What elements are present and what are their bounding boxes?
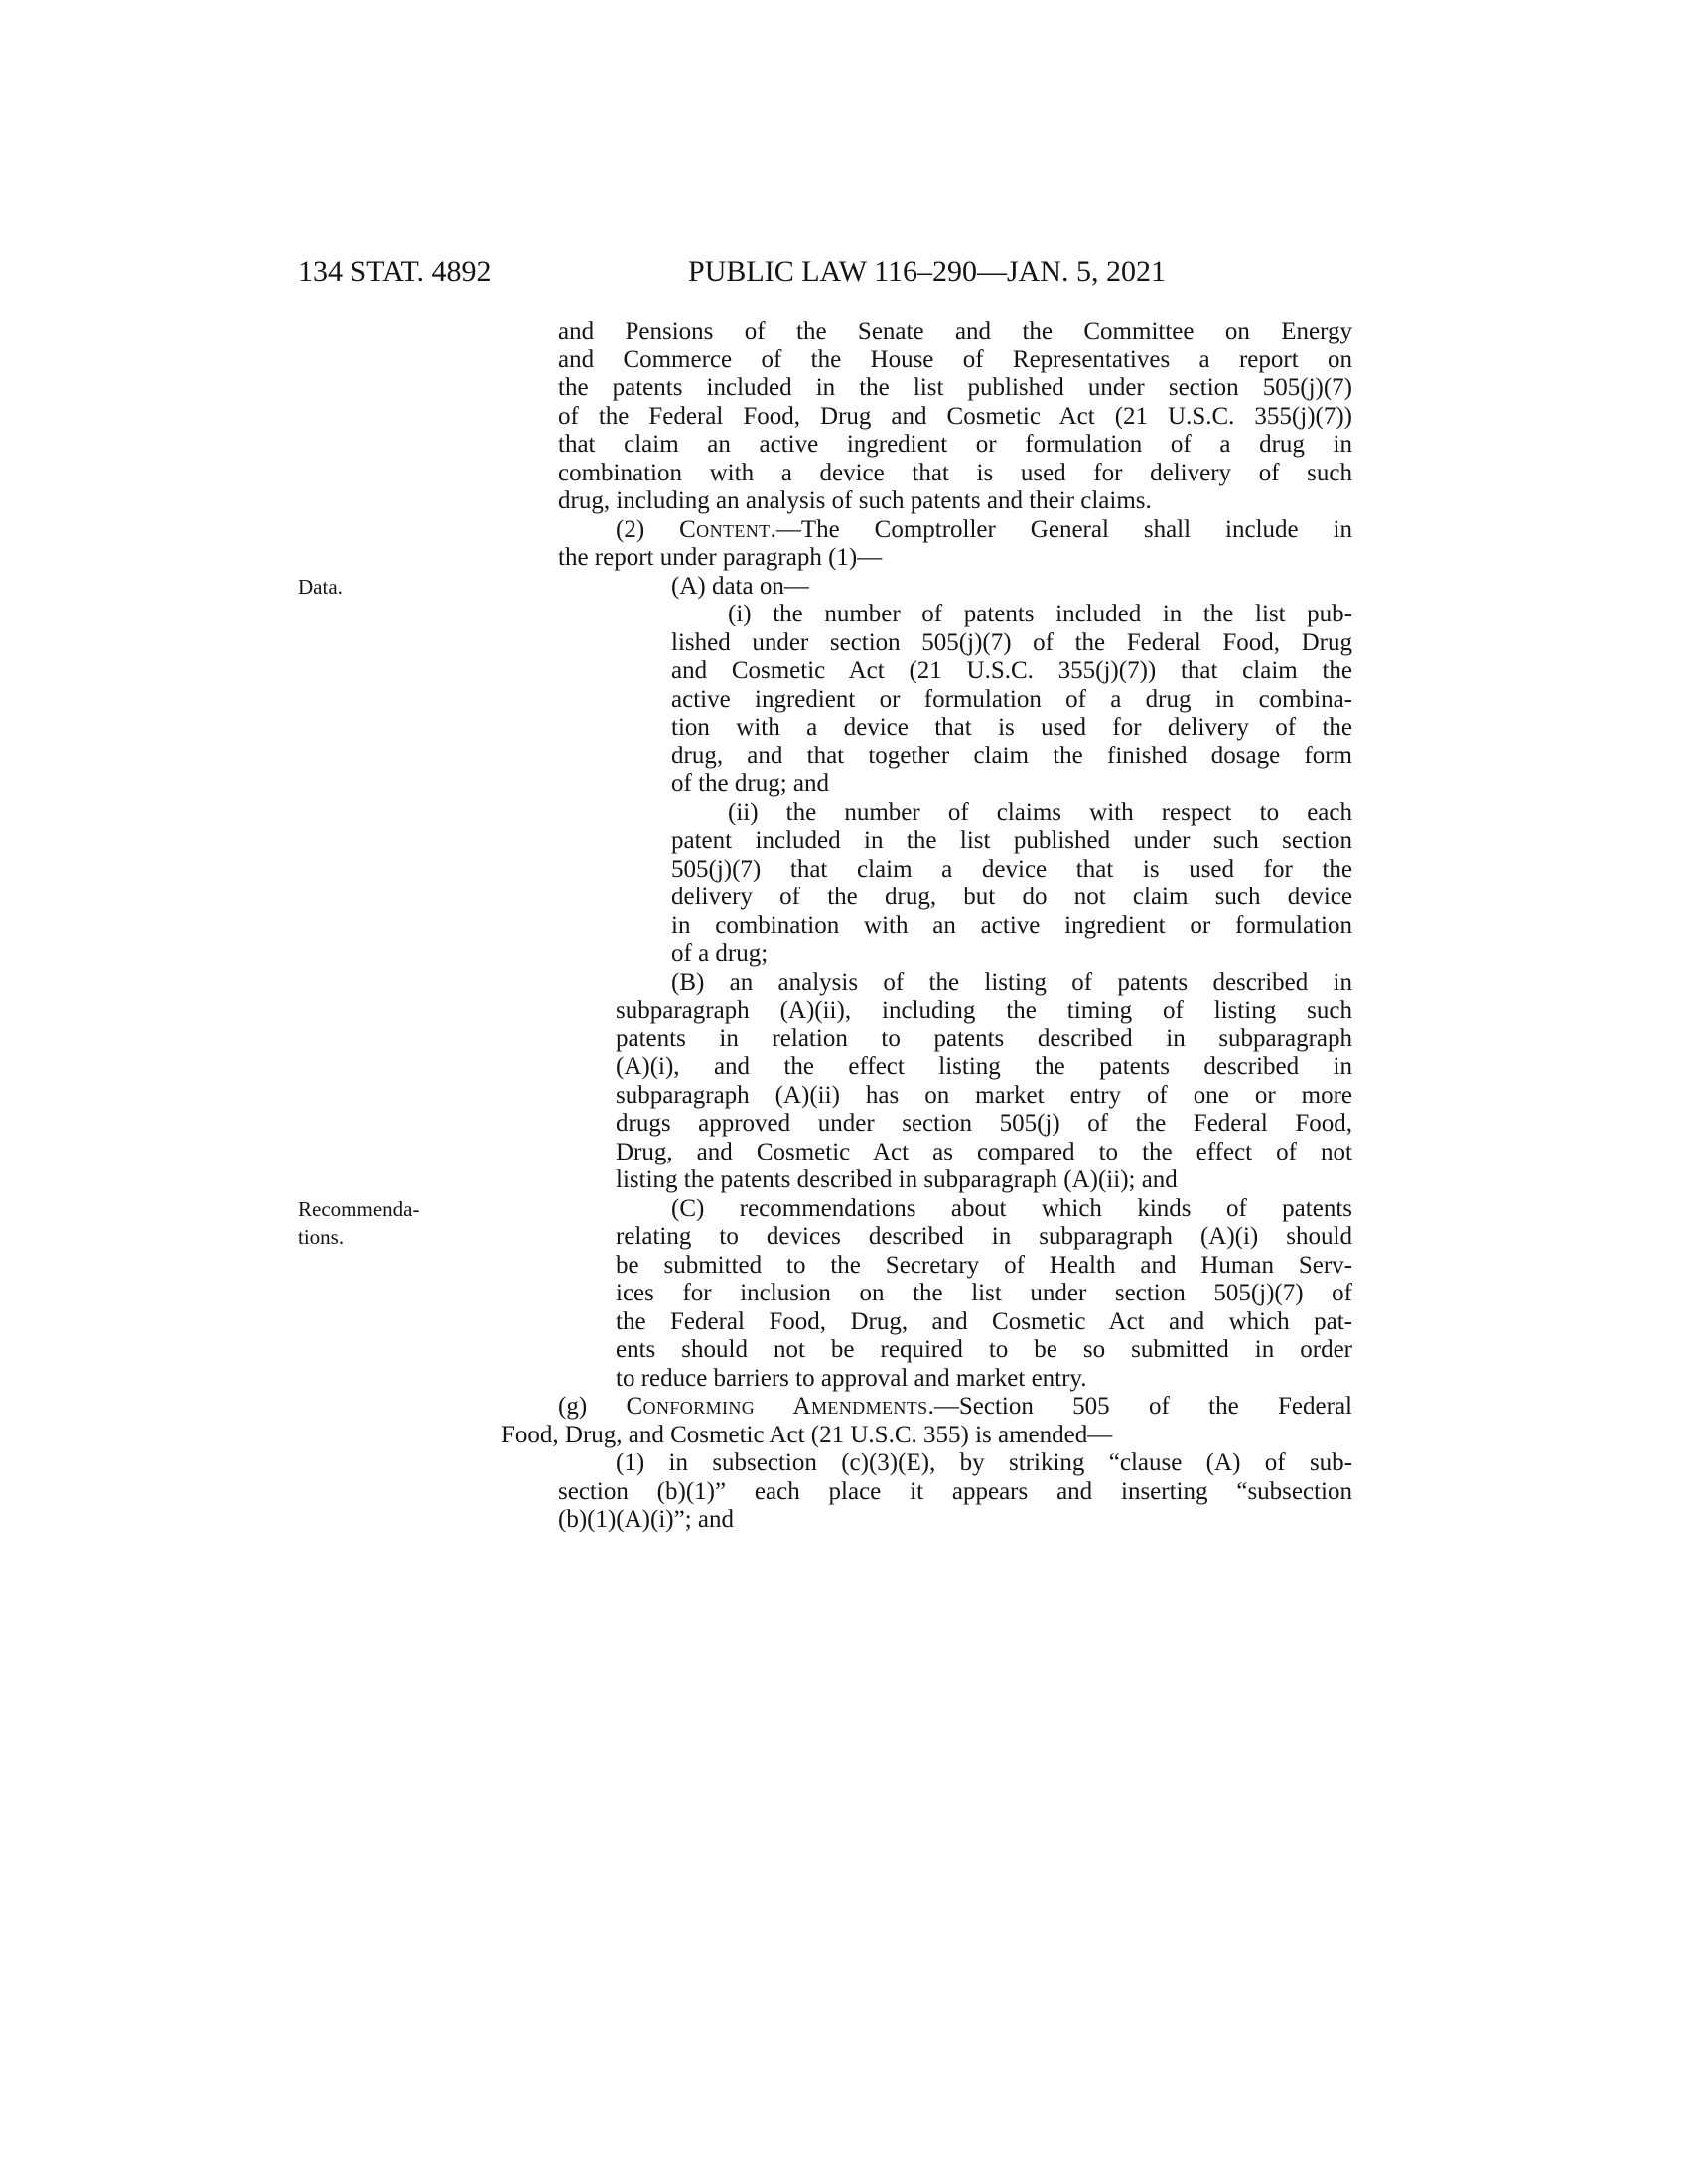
text-line: to reduce barriers to approval and market entry. [616, 1364, 1087, 1392]
text-line: drug, and that together claim the finished dosage form [671, 742, 1352, 769]
text-line: tion with a device that is used for delivery of the [671, 714, 1352, 741]
text-line: 505(j)(7) that claim a device that is used for the [671, 855, 1352, 883]
text-line: (A) data on— [671, 572, 809, 600]
text-line: (A)(i), and the effect listing the patents described in [616, 1053, 1352, 1080]
text-line: drugs approved under section 505(j) of the Federal Food, [616, 1110, 1352, 1137]
text-line: of the drug; and [671, 770, 829, 797]
text-line: and Pensions of the Senate and the Committee on Energy [558, 318, 1352, 344]
stat-number: 134 STAT. 4892 [298, 255, 492, 288]
text-line: be submitted to the Secretary of Health and Human Serv- [616, 1251, 1352, 1279]
text-line: active ingredient or formulation of a drug in combina- [671, 685, 1352, 713]
text-line: section (b)(1)” each place it appears and inserting “subsection [558, 1477, 1352, 1505]
text-line: Food, Drug, and Cosmetic Act (21 U.S.C. 355) is amended— [501, 1421, 1113, 1448]
text-line: in combination with an active ingredient or formulation [671, 911, 1352, 939]
text-line: (ii) the number of claims with respect to each [728, 798, 1352, 826]
law-title: PUBLIC LAW 116–290—JAN. 5, 2021 [688, 255, 1166, 288]
margin-note [298, 573, 492, 602]
text-line: subparagraph (A)(ii) has on market entry of one or more [616, 1081, 1352, 1109]
text-line: patent included in the list published under such section [671, 827, 1352, 854]
text-line: of the Federal Food, Drug and Cosmetic Act (21 U.S.C. 355(j)(7)) [558, 402, 1352, 430]
text-line: (C) recommendations about which kinds of patents [671, 1194, 1352, 1222]
text-line: (i) the number of patents included in the list pub- [728, 601, 1352, 627]
text-line: lished under section 505(j)(7) of the Federal Food, Drug [671, 628, 1352, 656]
text-line: combination with a device that is used for delivery of such [558, 459, 1352, 486]
text-line: the report under paragraph (1)— [558, 544, 883, 571]
text-line: (B) an analysis of the listing of patents described in [671, 968, 1352, 996]
document-body [501, 318, 1352, 1535]
text-line: subparagraph (A)(ii), including the timing of listing such [616, 997, 1352, 1024]
text-line: drug, including an analysis of such patents and their claims. [558, 487, 1152, 514]
text-line: and Cosmetic Act (21 U.S.C. 355(j)(7)) that claim the [671, 657, 1352, 684]
text-line: that claim an active ingredient or formulation of a drug in [558, 431, 1352, 458]
text-line: of a drug; [671, 940, 769, 967]
text-line: (g) Conforming Amendments.—Section 505 of the Federal [558, 1393, 1352, 1420]
text-line: listing the patents described in subparagraph (A)(ii); and [616, 1166, 1178, 1193]
text-line: Drug, and Cosmetic Act as compared to the effect of not [616, 1138, 1352, 1165]
margin-note [298, 1195, 492, 1252]
margin-note-line: Data. [298, 574, 343, 599]
text-line: ices for inclusion on the list under section 505(j)(7) of [616, 1280, 1352, 1306]
text-line: delivery of the drug, but do not claim such device [671, 884, 1352, 910]
text-line: the Federal Food, Drug, and Cosmetic Act and which pat- [616, 1307, 1352, 1335]
small-caps-text: Content [679, 515, 771, 543]
margin-note-line: tions. [298, 1225, 345, 1249]
text-line: and Commerce of the House of Representatives a report on [558, 345, 1352, 373]
text-line: (1) in subsection (c)(3)(E), by striking “clause (A) of sub- [616, 1449, 1352, 1476]
text-line: patents in relation to patents described in subparagraph [616, 1024, 1352, 1052]
text-line: (2) Content.—The Comptroller General shall include in [616, 515, 1352, 543]
small-caps-text: Conforming Amendments [626, 1393, 928, 1420]
text-line: relating to devices described in subparagraph (A)(i) should [616, 1223, 1352, 1250]
text-line: (b)(1)(A)(i)”; and [558, 1506, 734, 1533]
text-line: ents should not be required to be so submitted in order [616, 1336, 1352, 1363]
margin-note-line: Recommenda- [298, 1196, 420, 1221]
text-line: the patents included in the list published under section 505(j)(7) [558, 374, 1352, 401]
